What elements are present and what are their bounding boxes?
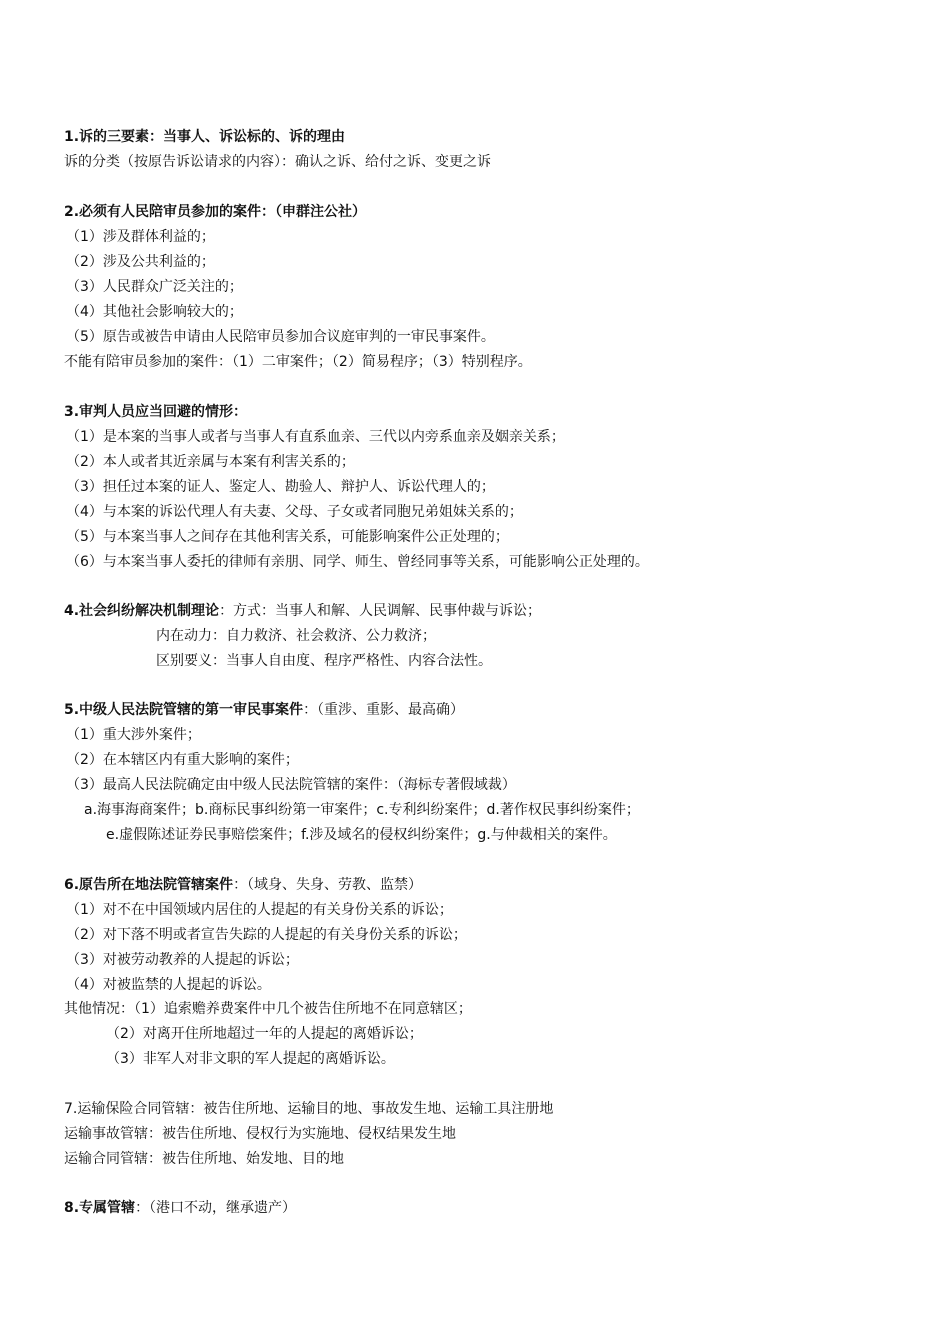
section-4-heading: 4.社会纠纷解决机制理论 [64,603,220,619]
section-7-line: 运输事故管辖：被告住所地、侵权行为实施地、侵权结果发生地 [64,1126,456,1142]
section-6-heading-rest: ：（域身、失身、劳教、监禁） [233,877,423,893]
section-5-heading: 5.中级人民法院管辖的第一审民事案件 [64,702,304,718]
section-3-item: （5）与本案当事人之间存在其他利害关系，可能影响案件公正处理的； [66,529,509,545]
section-4-heading-line [64,601,541,621]
section-6-item: （1）对不在中国领域内居住的人提起的有关身份关系的诉讼； [66,902,453,918]
section-4-line: 区别要义：当事人自由度、程序严格性、内容合法性。 [156,653,492,669]
section-5-subitems: e.虚假陈述证券民事赔偿案件；f.涉及域名的侵权纠纷案件；g.与仲裁相关的案件。 [106,827,617,843]
section-5-item: （1）重大涉外案件； [66,727,201,743]
section-1-line: 诉的分类（按原告诉讼请求的内容）：确认之诉、给付之诉、变更之诉 [64,154,491,170]
section-2-heading: 2.必须有人民陪审员参加的案件：（申群注公社） [64,204,367,220]
section-8-heading: 8.专属管辖 [64,1200,136,1216]
section-1-heading: 1.诉的三要素：当事人、诉讼标的、诉的理由 [64,129,346,145]
section-3-item: （3）担任过本案的证人、鉴定人、勘验人、辩护人、诉讼代理人的； [66,479,495,495]
section-3-item: （2）本人或者其近亲属与本案有利害关系的； [66,454,355,470]
section-6-heading: 6.原告所在地法院管辖案件 [64,877,234,893]
section-6-other: 其他情况：（1）追索赡养费案件中几个被告住所地不在同意辖区； [64,1001,472,1017]
section-6-other: （3）非军人对非文职的军人提起的离婚诉讼。 [106,1051,395,1067]
section-5-subitems: a.海事海商案件；b.商标民事纠纷第一审案件；c.专利纠纷案件；d.著作权民事纠纷案件； [84,802,640,818]
section-4-line: 内在动力：自力救济、社会救济、公力救济； [156,628,436,644]
section-3-item: （4）与本案的诉讼代理人有夫妻、父母、子女或者同胞兄弟姐妹关系的； [66,504,523,520]
section-6-item: （2）对下落不明或者宣告失踪的人提起的有关身份关系的诉讼； [66,927,467,943]
section-2-item: （5）原告或被告申请由人民陪审员参加合议庭审判的一审民事案件。 [66,329,495,345]
section-3-item: （6）与本案当事人委托的律师有亲朋、同学、师生、曾经同事等关系，可能影响公正处理的。 [66,554,649,570]
section-2-note: 不能有陪审员参加的案件：（1）二审案件；（2）简易程序；（3）特别程序。 [64,354,532,370]
section-8-heading-line [64,1198,296,1218]
section-6-heading-line [64,875,422,895]
section-5-heading-rest: ：（重涉、重影、最高确） [303,702,465,718]
section-7-line: 7.运输保险合同管辖：被告住所地、运输目的地、事故发生地、运输工具注册地 [64,1101,554,1117]
section-8-heading-rest: ：（港口不动，继承遗产） [135,1200,297,1216]
section-3-item: （1）是本案的当事人或者与当事人有直系血亲、三代以内旁系血亲及姻亲关系； [66,429,565,445]
section-2-item: （4）其他社会影响较大的； [66,304,243,320]
section-6-item: （4）对被监禁的人提起的诉讼。 [66,977,271,993]
section-4-heading-rest: ：方式：当事人和解、人民调解、民事仲裁与诉讼； [219,603,542,619]
section-5-item: （2）在本辖区内有重大影响的案件； [66,752,299,768]
section-2-item: （1）涉及群体利益的； [66,229,215,245]
section-6-item: （3）对被劳动教养的人提起的诉讼； [66,952,299,968]
section-5-item: （3）最高人民法院确定由中级人民法院管辖的案件：（海标专著假域裁） [66,777,516,793]
section-3-heading: 3.审判人员应当回避的情形： [64,404,248,420]
section-2-item: （2）涉及公共利益的； [66,254,215,270]
section-5-heading-line [64,700,464,720]
section-7-line: 运输合同管辖：被告住所地、始发地、目的地 [64,1151,344,1167]
section-6-other: （2）对离开住所地超过一年的人提起的离婚诉讼； [106,1026,423,1042]
section-2-item: （3）人民群众广泛关注的； [66,279,243,295]
